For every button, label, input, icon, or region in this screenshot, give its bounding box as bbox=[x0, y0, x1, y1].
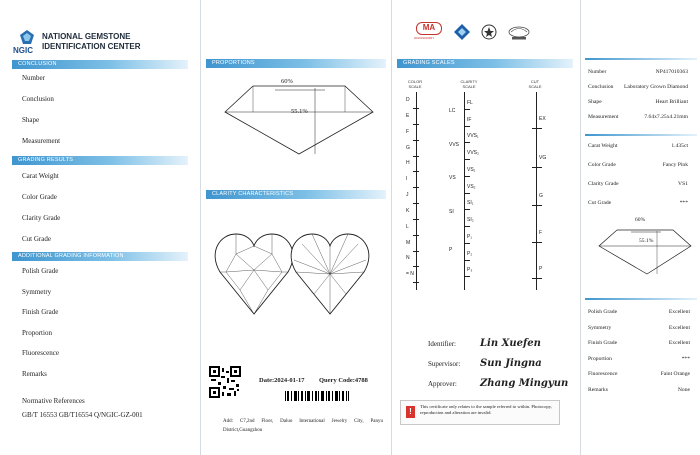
inspection-seal-icon bbox=[481, 24, 497, 40]
card-mid-row-label: Cut Grade bbox=[588, 200, 612, 206]
clarity-grade-label: IF bbox=[467, 116, 472, 123]
warning-icon: ! bbox=[406, 406, 415, 418]
card-top-row-label: Shape bbox=[588, 99, 602, 105]
clarity-grade-label: SI₂ bbox=[467, 217, 474, 224]
grading-row-label: Cut Grade bbox=[22, 235, 51, 243]
card-mid-row-label: Clarity Grade bbox=[588, 181, 619, 187]
card-top-rule bbox=[585, 58, 697, 60]
color-grade-label: N bbox=[406, 255, 410, 262]
signature-name: Sun Jingna bbox=[480, 358, 542, 369]
color-grade-label: M bbox=[406, 239, 411, 246]
clarity-grade-tick bbox=[464, 193, 470, 194]
clarity-group-label: SI bbox=[449, 208, 454, 215]
card-bottom-row-value: *** bbox=[681, 355, 690, 362]
normative-refs: GB/T 16553 GB/T16554 Q/NGIC-GZ-001 bbox=[22, 411, 143, 419]
cut-grade-tick bbox=[532, 205, 542, 206]
color-grade-label: J bbox=[406, 192, 409, 199]
clarity-grade-label: P₁ bbox=[467, 233, 473, 240]
cut-grade-label: G bbox=[539, 192, 543, 199]
card-mid-rule bbox=[585, 134, 697, 136]
clarity-grade-tick bbox=[464, 159, 470, 160]
logo-abbr: NGIC bbox=[13, 46, 33, 55]
ilac-logo-icon bbox=[508, 26, 530, 40]
color-grade-tick bbox=[413, 219, 419, 220]
card-bottom-row-value: Faint Orange bbox=[660, 371, 690, 377]
additional-row-label: Remarks bbox=[22, 369, 47, 378]
color-grade-tick bbox=[413, 156, 419, 157]
clarity-grade-tick bbox=[464, 276, 470, 277]
color-scale-title: COLOR SCALE bbox=[407, 79, 423, 89]
panel-summary bbox=[0, 0, 200, 455]
cma-logo: MA bbox=[416, 22, 442, 35]
conclusion-row-label: Conclusion bbox=[22, 95, 54, 103]
card-bottom-row-label: Symmetry bbox=[588, 324, 612, 331]
normative-title: Normative References bbox=[22, 397, 85, 405]
color-grade-label: D bbox=[406, 97, 410, 103]
section-clarity: CLARITY CHARACTERISTICS bbox=[206, 190, 386, 199]
cut-grade-tick bbox=[532, 128, 542, 129]
clarity-plot-crown bbox=[214, 230, 294, 316]
clarity-grade-tick bbox=[464, 260, 470, 261]
color-grade-tick bbox=[413, 108, 419, 109]
clarity-group-label: P bbox=[449, 247, 453, 254]
cut-grade-tick bbox=[532, 278, 542, 279]
signature-name: Lin Xuefen bbox=[480, 338, 541, 349]
conclusion-row-label: Number bbox=[22, 74, 45, 82]
card-mid-row-value: 1.435ct bbox=[671, 143, 688, 149]
signature-name: Zhang Mingyun bbox=[480, 378, 569, 389]
query-code: Query Code:4788 bbox=[319, 377, 368, 384]
clarity-grade-tick bbox=[464, 209, 470, 210]
clarity-grade-tick bbox=[464, 226, 470, 227]
card-top-row-label: Number bbox=[588, 69, 607, 75]
card-depth-percent: 55.1% bbox=[639, 238, 654, 244]
card-bottom-row-label: Proportion bbox=[588, 355, 612, 362]
clarity-grade-label: P₂ bbox=[467, 250, 473, 257]
panel-card bbox=[581, 0, 700, 455]
center-title-line2: IDENTIFICATION CENTER bbox=[42, 42, 141, 51]
clarity-grade-label: VVS₂ bbox=[467, 150, 479, 157]
cut-grade-label: EX bbox=[539, 115, 546, 122]
clarity-scale-title: CLARITY SCALE bbox=[460, 79, 478, 89]
cut-grade-tick bbox=[532, 167, 542, 168]
card-top-row-label: Measurement bbox=[588, 114, 619, 120]
cma-number: 202019010827 bbox=[414, 36, 435, 40]
scale-axis bbox=[536, 92, 537, 290]
card-mid-row-label: Color Grade bbox=[588, 162, 616, 168]
card-bottom-rule bbox=[585, 298, 697, 300]
color-grade-label: I bbox=[406, 176, 408, 183]
panel-scales bbox=[392, 0, 580, 455]
color-grade-label: K bbox=[406, 207, 410, 214]
section-grading-scales: GRADING SCALES bbox=[397, 59, 573, 68]
additional-row-label: Proportion bbox=[22, 328, 52, 337]
cut-grade-label: P bbox=[539, 266, 543, 273]
proportion-diagram bbox=[215, 74, 375, 164]
color-grade-tick bbox=[413, 235, 419, 236]
additional-row-label: Finish Grade bbox=[22, 308, 59, 316]
color-grade-tick bbox=[413, 124, 419, 125]
barcode-icon bbox=[285, 391, 349, 401]
cut-grade-label: F bbox=[539, 230, 543, 237]
panel-diagrams bbox=[201, 0, 391, 455]
qr-code-icon bbox=[209, 366, 241, 398]
section-conclusion: CONCLUSION bbox=[12, 60, 188, 69]
cut-scale-title: CUT SCALE bbox=[528, 79, 542, 89]
clarity-grade-label: VVS₁ bbox=[467, 133, 479, 140]
color-grade-label: E bbox=[406, 112, 410, 119]
clarity-group-label: LC bbox=[449, 108, 456, 115]
clarity-plot-pavilion bbox=[290, 230, 370, 316]
signature-role: Approver: bbox=[428, 380, 457, 388]
cut-grade-label: VG bbox=[539, 155, 547, 162]
color-grade-label: G bbox=[406, 144, 410, 151]
issue-date: Date:2024-01-17 bbox=[259, 377, 305, 384]
grading-row-label: Carat Weight bbox=[22, 172, 59, 180]
card-mid-row-label: Carat Weight bbox=[588, 143, 618, 149]
color-grade-label: H bbox=[406, 160, 410, 167]
card-bottom-row-value: None bbox=[677, 386, 690, 393]
lab-address: Add: C7,2nd Floor, Daluo International Jewelry City, Panyu District,Guangzhou bbox=[223, 419, 383, 433]
color-grade-tick bbox=[413, 203, 419, 204]
clarity-grade-tick bbox=[464, 126, 470, 127]
additional-row-label: Symmetry bbox=[22, 287, 52, 296]
clarity-group-label: VS bbox=[449, 175, 456, 182]
color-grade-tick bbox=[413, 187, 419, 188]
accreditation-diamond-icon bbox=[454, 24, 470, 40]
card-bottom-row-label: Finish Grade bbox=[588, 340, 618, 346]
section-additional: ADDITIONAL GRADING INFORMATION bbox=[12, 252, 188, 261]
cma-mark bbox=[416, 22, 442, 42]
card-mid-row-value: *** bbox=[679, 200, 688, 206]
card-proportion-diagram bbox=[593, 222, 693, 280]
center-title-line1: NATIONAL GEMSTONE bbox=[42, 32, 131, 41]
clarity-grade-label: VS₁ bbox=[467, 166, 476, 173]
card-bottom-row-value: Excellent bbox=[668, 340, 690, 346]
clarity-grade-tick bbox=[464, 243, 470, 244]
card-mid-row-value: VS1 bbox=[678, 181, 688, 187]
card-top-row-value: Heart Brilliant bbox=[655, 99, 688, 105]
clarity-grade-tick bbox=[464, 109, 470, 110]
clarity-grade-label: SI₁ bbox=[467, 200, 474, 207]
grading-row-label: Color Grade bbox=[22, 193, 57, 201]
card-table-percent: 60% bbox=[635, 217, 646, 223]
color-grade-label: = N bbox=[406, 271, 414, 278]
color-grade-tick bbox=[413, 171, 419, 172]
clarity-grade-tick bbox=[464, 176, 470, 177]
card-bottom-row-label: Fluorescence bbox=[588, 371, 618, 377]
signature-role: Supervisor: bbox=[428, 360, 461, 368]
ngic-logo-icon bbox=[20, 30, 34, 44]
section-grading-results: GRADING RESULTS bbox=[12, 156, 188, 165]
color-grade-label: L bbox=[406, 223, 409, 230]
notice-text: This certificate only relates to the sample referred to within. Photocopy, reproduction and alteration are invalid. bbox=[420, 404, 552, 415]
card-top-row-value: 7.64x7.25x4.21mm bbox=[644, 114, 688, 120]
color-grade-tick bbox=[413, 266, 419, 267]
clarity-grade-label: VS₂ bbox=[467, 183, 476, 190]
grading-row-label: Clarity Grade bbox=[22, 214, 61, 222]
color-grade-tick bbox=[413, 282, 419, 283]
card-bottom-row-label: Remarks bbox=[588, 386, 608, 393]
table-percent: 60% bbox=[281, 78, 293, 85]
depth-percent: 55.1% bbox=[291, 108, 308, 115]
additional-row-label: Polish Grade bbox=[22, 267, 59, 275]
scale-axis bbox=[416, 92, 417, 290]
card-bottom-row-value: Excellent bbox=[668, 309, 690, 315]
card-top-row-value: NP417010363 bbox=[655, 69, 688, 75]
clarity-grade-tick bbox=[464, 142, 470, 143]
additional-row-label: Fluorescence bbox=[22, 349, 59, 357]
signature-role: Identifier: bbox=[428, 340, 456, 348]
card-mid-row-value: Fancy Pink bbox=[662, 162, 688, 168]
notice-box bbox=[400, 400, 560, 425]
cut-grade-tick bbox=[532, 242, 542, 243]
section-proportions: PROPORTIONS bbox=[206, 59, 386, 68]
card-top-row-value: Laboratory Grown Diamond bbox=[623, 84, 688, 90]
color-grade-tick bbox=[413, 251, 419, 252]
card-bottom-row-label: Polish Grade bbox=[588, 309, 618, 315]
card-bottom-row-value: Excellent bbox=[668, 324, 690, 331]
clarity-grade-label: P₃ bbox=[467, 267, 473, 274]
conclusion-row-label: Measurement bbox=[22, 137, 61, 145]
color-grade-label: F bbox=[406, 128, 410, 135]
color-grade-tick bbox=[413, 140, 419, 141]
clarity-grade-label: FL bbox=[467, 100, 473, 106]
card-top-row-label: Conclusion bbox=[588, 84, 614, 90]
clarity-group-label: VVS bbox=[449, 141, 460, 148]
conclusion-row-label: Shape bbox=[22, 116, 40, 124]
